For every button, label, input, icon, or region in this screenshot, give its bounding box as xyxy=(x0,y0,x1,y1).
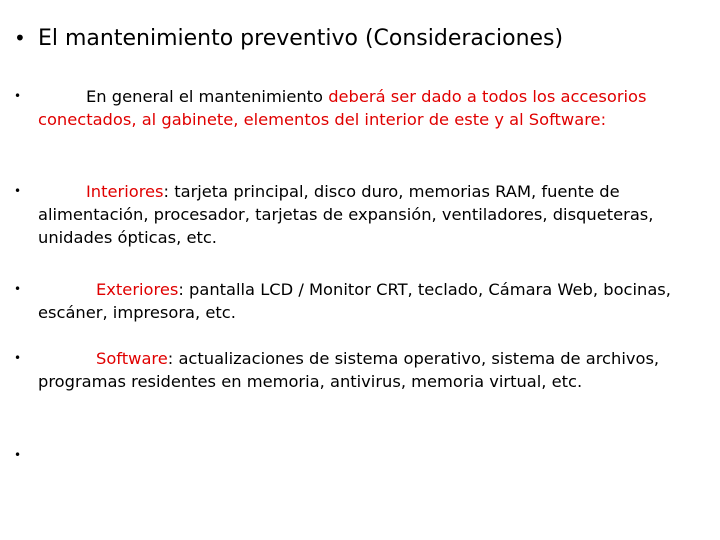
exteriores-text: : pantalla LCD / Monitor CRT, teclado, Cámara Web, bocinas, escáner, impresora, etc. xyxy=(38,280,671,322)
bullet-icon: • xyxy=(14,184,22,198)
software-text: : actualizaciones de sistema operativo, sistema de archivos, programas residentes en memoria, antivirus, memoria virtual, etc. xyxy=(38,349,660,391)
bullet-icon: • xyxy=(14,351,22,365)
bullet-text xyxy=(38,347,708,393)
bullet-icon: • xyxy=(14,89,22,103)
bullet-text xyxy=(38,278,708,324)
bullet-text xyxy=(38,180,708,249)
slide-title: El mantenimiento preventivo (Consideraciones) xyxy=(38,26,564,51)
title-row xyxy=(14,26,714,51)
bullet-item-exteriores xyxy=(14,278,714,324)
bullet-icon: • xyxy=(14,26,26,50)
general-highlight: deberá ser dado a todos los accesorios conectados, al gabinete, elementos del interior de este y al Software: xyxy=(38,87,647,129)
general-text: En general el mantenimiento xyxy=(86,87,329,106)
interiores-label: Interiores xyxy=(86,182,164,201)
bullet-icon: • xyxy=(14,448,22,462)
bullet-item-general xyxy=(14,85,714,131)
bullet-icon: • xyxy=(14,282,22,296)
bullet-item-interiores xyxy=(14,180,714,249)
interiores-text: : tarjeta principal, disco duro, memorias RAM, fuente de alimentación, procesador, tarjetas de expansión, ventiladores, disqueteras, unidades ópticas, etc. xyxy=(38,182,654,247)
exteriores-label: Exteriores xyxy=(96,280,179,299)
bullet-text xyxy=(38,85,708,131)
software-label: Software xyxy=(96,349,168,368)
bullet-item-software xyxy=(14,347,714,393)
bullet-item-empty xyxy=(14,444,714,467)
